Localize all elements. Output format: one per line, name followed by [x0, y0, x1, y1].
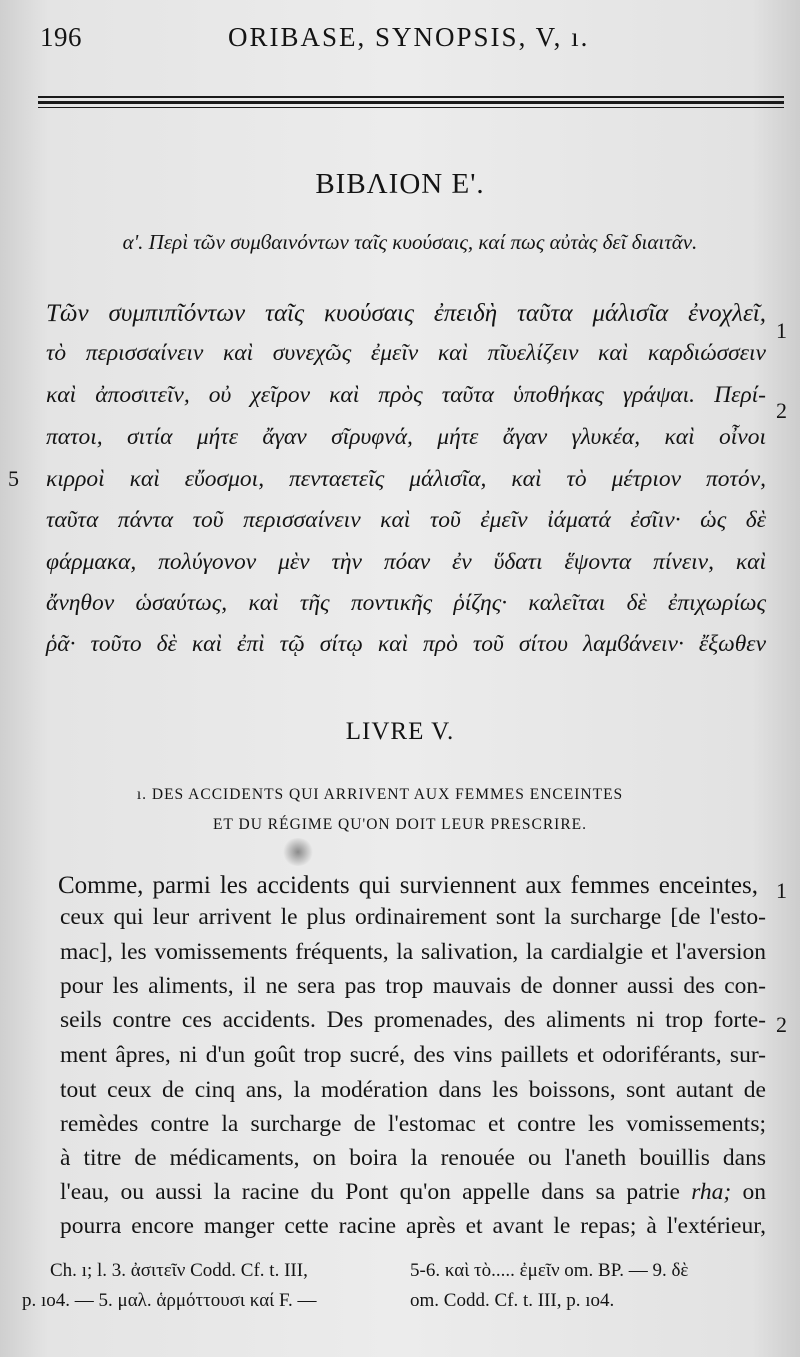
note-col2-line1: 5-6. καὶ τὸ..... ἐμεῖν om. BP. — 9. δὲ	[410, 1260, 689, 1281]
french-line-10	[60, 1179, 766, 1206]
page-number: 196	[40, 22, 82, 52]
french-line-10-text: l'eau, ou aussi la racine du Pont qu'on appelle dans sa patrie	[60, 1179, 680, 1205]
greek-line-number-5: 5	[8, 466, 19, 491]
greek-line-3: καὶ ἀποσιτεῖν, οὐ χεῖρον καὶ πρὸς ταῦτα ὑποθήκας γράψαι. Περί-	[46, 382, 766, 408]
french-margin-number-1: 1	[776, 878, 787, 903]
french-line-8: remèdes contre la surcharge de l'estomac et contre les vomissements;	[60, 1111, 766, 1137]
greek-chapter-title: α'. Περὶ τῶν συμϐαινόντων ταῖς κυούσαις, καί πως αὐτὰς δεῖ διαιτᾶν.	[122, 230, 698, 254]
header-rule-thin	[38, 107, 784, 108]
running-title: ORIBASE, SYNOPSIS, V, ı.	[228, 22, 590, 52]
header-rule-thick	[38, 101, 784, 104]
greek-line-8: ἄνηθον ὡσαύτως, καὶ τῆς ποντικῆς ῥίζης· καλεῖται δὲ ἐπιχωρίως	[46, 590, 766, 616]
greek-margin-number-2: 2	[776, 398, 787, 423]
french-line-2: ceux qui leur arrivent le plus ordinairement sont la surcharge [de l'esto-	[60, 904, 766, 930]
french-line-10-end: on	[731, 1179, 767, 1205]
note-col2-line2: om. Codd. Cf. t. III, p. ıo4.	[410, 1290, 615, 1311]
greek-line-1: Τῶν συμπιπῖόντων ταῖς κυούσαις ἐπειδὴ ταῦτα μάλισῖα ἐνοχλεῖ,	[46, 300, 766, 327]
french-margin-number-2: 2	[776, 1012, 787, 1037]
french-line-6: ment âpres, ni d'un goût trop sucré, des vins paillets et odoriférants, sur-	[60, 1042, 766, 1068]
greek-line-2: τὸ περισσαίνειν καὶ συνεχῶς ἐμεῖν καὶ πῖυελίζειν καὶ καρδιώσσειν	[46, 340, 766, 366]
note-col1-line2: p. ıo4. — 5. μαλ. ἁρμόττουσι καί F. —	[22, 1290, 317, 1311]
greek-line-6: ταῦτα πάντα τοῦ περισσαίνειν καὶ τοῦ ἐμεῖν ἰάματά ἐσῖιν· ὡς δὲ	[46, 507, 766, 533]
note-col1-line1: Ch. ı; l. 3. ἀσιτεῖν Codd. Cf. t. III,	[50, 1260, 308, 1281]
ink-smudge	[282, 838, 314, 866]
french-book-title: LIVRE V.	[345, 718, 455, 745]
french-chapter-title-line-1: ı. DES ACCIDENTS QUI ARRIVENT AUX FEMMES ENCEINTES	[136, 786, 624, 803]
greek-line-7: φάρμακα, πολύγονον μὲν τὴν πόαν ἐν ὕδατι ἕψοντα πίνειν, καὶ	[46, 549, 766, 575]
french-chapter-title-line-2: ET DU RÉGIME QU'ON DOIT LEUR PRESCRIRE.	[212, 816, 588, 833]
french-line-3: mac], les vomissements fréquents, la salivation, la cardialgie et l'aversion	[60, 939, 766, 965]
french-line-5: seils contre ces accidents. Des promenades, des aliments ni trop forte-	[60, 1007, 766, 1033]
greek-line-9: ῥᾶ· τοῦτο δὲ καὶ ἐπὶ τῷ σίτῳ καὶ πρὸ τοῦ σίτου λαμϐάνειν· ἔξωθεν	[46, 631, 766, 657]
french-line-11: pourra encore manger cette racine après et avant le repas; à l'extérieur,	[60, 1213, 766, 1239]
french-line-9: à titre de médicaments, on boira la renouée ou l'aneth bouillis dans	[60, 1145, 766, 1171]
greek-book-title: BIBΛΙΟΝ Ε'.	[315, 168, 485, 200]
greek-line-4: πατοι, σιτία μήτε ἄγαν σῖρυφνά, μήτε ἄγαν γλυκέα, καὶ οἶνοι	[46, 424, 766, 450]
greek-margin-number-1: 1	[776, 318, 787, 343]
greek-line-5: κιρροὶ καὶ εὔοσμοι, πενταετεῖς μάλισῖα, καὶ τὸ μέτριον ποτόν,	[46, 466, 766, 492]
french-line-10-italic: rha;	[679, 1179, 732, 1205]
french-line-1: Comme, parmi les accidents qui surviennent aux femmes enceintes,	[58, 872, 758, 899]
header-rule	[38, 96, 784, 98]
french-line-4: pour les aliments, il ne sera pas trop mauvais de donner aussi des con-	[60, 973, 766, 999]
french-line-7: tout ceux de cinq ans, la modération dans les boissons, sont autant de	[60, 1077, 766, 1103]
